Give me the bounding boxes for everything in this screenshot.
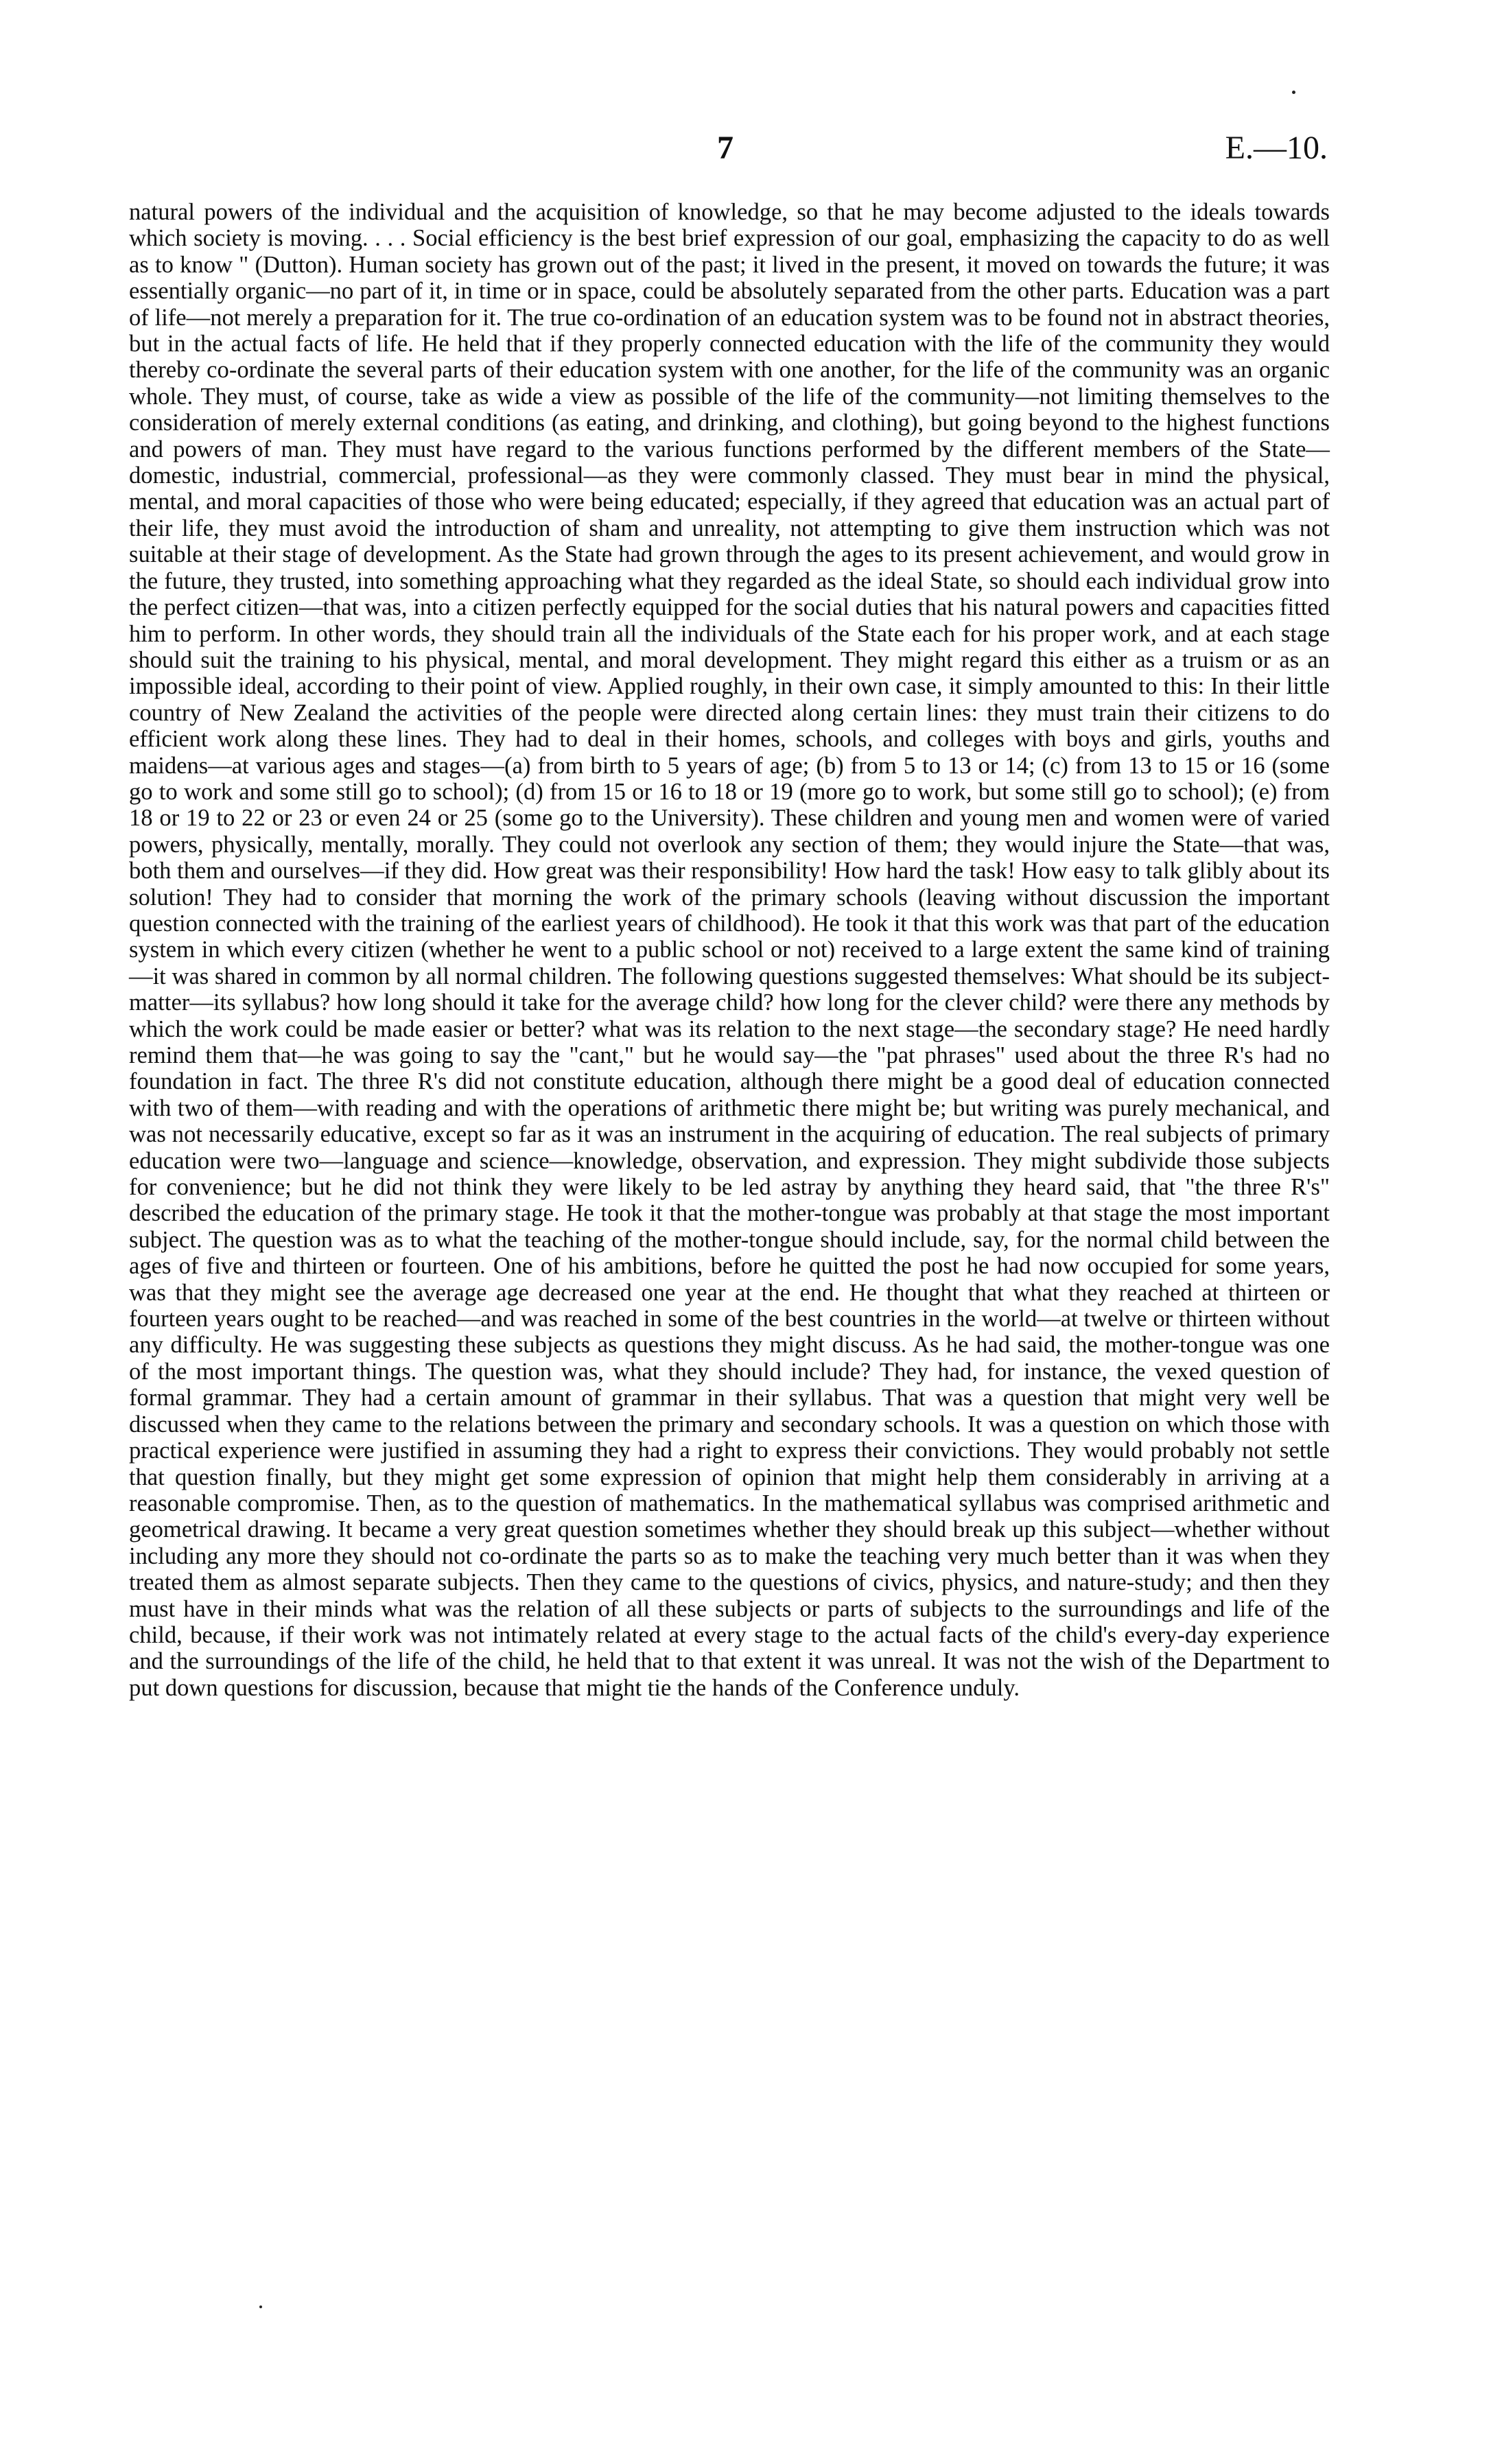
body-paragraph: natural powers of the individual and the acquisition of knowledge, so that he may become adjusted to the ideals towards which society is moving. . . . Social efficiency is the best brief expression of our goal, emphasizing the capacity to do as well as to know " (Dutton). Human society has grown out of the past; it lived in the present, it moved on towards the future; it was essentially organic—no part of it, in time or in space, could be absolutely separated from the other parts. Education was a part of life—not merely a preparation for it. The true co-ordination of an education system was to be found not in abstract theories, but in the actual facts of life. He held that if they properly connected education with the life of the community they would thereby co-ordinate the several parts of their education system with one another, for the life of the community was an organic whole. They must, of course, take as wide a view as possible of the life of the community—not limiting themselves to the consideration of merely external conditions (as eating, and drinking, and clothing), but going beyond to the highest functions and powers of man. They must have regard to the various functions performed by the different members of the State—domestic, industrial, commercial, professional—as they were commonly classed. They must bear in mind the physical, mental, and moral capacities of those who were being educated; especially, if they agreed that education was an actual part of their life, they must avoid the introduction of sham and unreality, not attempting to give them instruction which was not suitable at their stage of development. As the State had grown through the ages to its present achievement, and would grow in the future, they trusted, into something approaching what they regarded as the ideal State, so should each individual grow into the perfect citizen—that was, into a citizen perfectly equipped for the social duties that his natural powers and capacities fitted him to perform. In other words, they should train all the individuals of the State each for his proper work, and at each stage should suit the training to his physical, mental, and moral development. They might regard this either as a truism or as an impossible ideal, according to their point of view. Applied roughly, in their own case, it simply amounted to this: In their little country of New Zealand the activities of the people were directed along certain lines: they must train their citizens to do efficient work along these lines. They had to deal in their homes, schools, and colleges with boys and girls, youths and maidens—at various ages and stages—(a) from birth to 5 years of age; (b) from 5 to 13 or 14; (c) from 13 to 15 or 16 (some go to work and some still go to school); (d) from 15 or 16 to 18 or 19 (more go to work, but some still go to school); (e) from 18 or 19 to 22 or 23 or even 24 or 25 (some go to the University). These children and young men and women were of varied powers, physically, mentally, morally. They could not overlook any section of them; they would injure the State—that was, both them and ourselves—if they did. How great was their responsibility! How hard the task! How easy to talk glibly about its solution! They had to consider that morning the work of the primary schools (leaving without discussion the important question connected with the training of the earliest years of childhood). He took it that this work was that part of the education system in which every citizen (whether he went to a public school or not) received to a large extent the same kind of training—it was shared in common by all normal children. The following questions suggested themselves: What should be its subject-matter—its syllabus? how long should it take for the average child? how long for the clever child? were there any methods by which the work could be made easier or better? what was its relation to the next stage—the secondary stage? He need hardly remind them that—he was going to say the "cant," but he would say—the "pat phrases" used about the three R's had no foundation in fact. The three R's did not constitute education, although there might be a good deal of education connected with two of them—with reading and with the operations of arithmetic there might be; but writing was purely mechanical, and was not necessarily educative, except so far as it was an instrument in the acquiring of education. The real subjects of primary education were two—language and science—knowledge, observation, and expression. They might subdivide those subjects for convenience; but he did not think they were likely to be led astray by anything they heard said, that "the three R's" described the education of the primary stage. He took it that the mother-tongue was probably at that stage the most important subject. The question was as to what the teaching of the mother-tongue should include, say, for the normal child between the ages of five and thirteen or fourteen. One of his ambitions, before he quitted the post he had now occupied for some years, was that they might see the average age decreased one year at the end. He thought that what they reached at thirteen or fourteen years ought to be reached—and was reached in some of the best countries in the world—at twelve or thirteen without any difficulty. He was suggesting these subjects as questions they might discuss. As he had said, the mother-tongue was one of the most important things. The question was, what they should include? They had, for instance, the vexed question of formal grammar. They had a certain amount of grammar in their syllabus. That was a question that might very well be discussed when they came to the relations between the primary and secondary schools. It was a question on which those with practical experience were justified in assuming they had a right to express their convictions. They would probably not settle that question finally, but they might get some expression of opinion that might help them considerably in arriving at a reasonable compromise. Then, as to the question of mathematics. In the mathematical syllabus was comprised arithmetic and geometrical drawing. It became a very great question sometimes whether they should break up this subject—whether without including any more they should not co-ordinate the parts so as to make the teaching very much better than it was when they treated them as almost separate subjects. Then they came to the questions of civics, physics, and nature-study; and then they must have in their minds what was the relation of all these subjects or parts of subjects to the surroundings and life of the child, because, if their work was not intimately related at every stage to the actual facts of the child's every-day experience and the surroundings of the life of the child, he held that to that extent it was unreal. It was not the wish of the Department to put down questions for discussion, because that might tie the hands of the Conference unduly.	[129, 199, 1330, 1701]
page-number: 7	[717, 130, 733, 166]
page-speck-top	[1292, 91, 1295, 94]
page-speck-bottom	[259, 2305, 262, 2308]
document-reference: E.—10.	[1225, 130, 1328, 166]
page-header	[0, 129, 1491, 170]
